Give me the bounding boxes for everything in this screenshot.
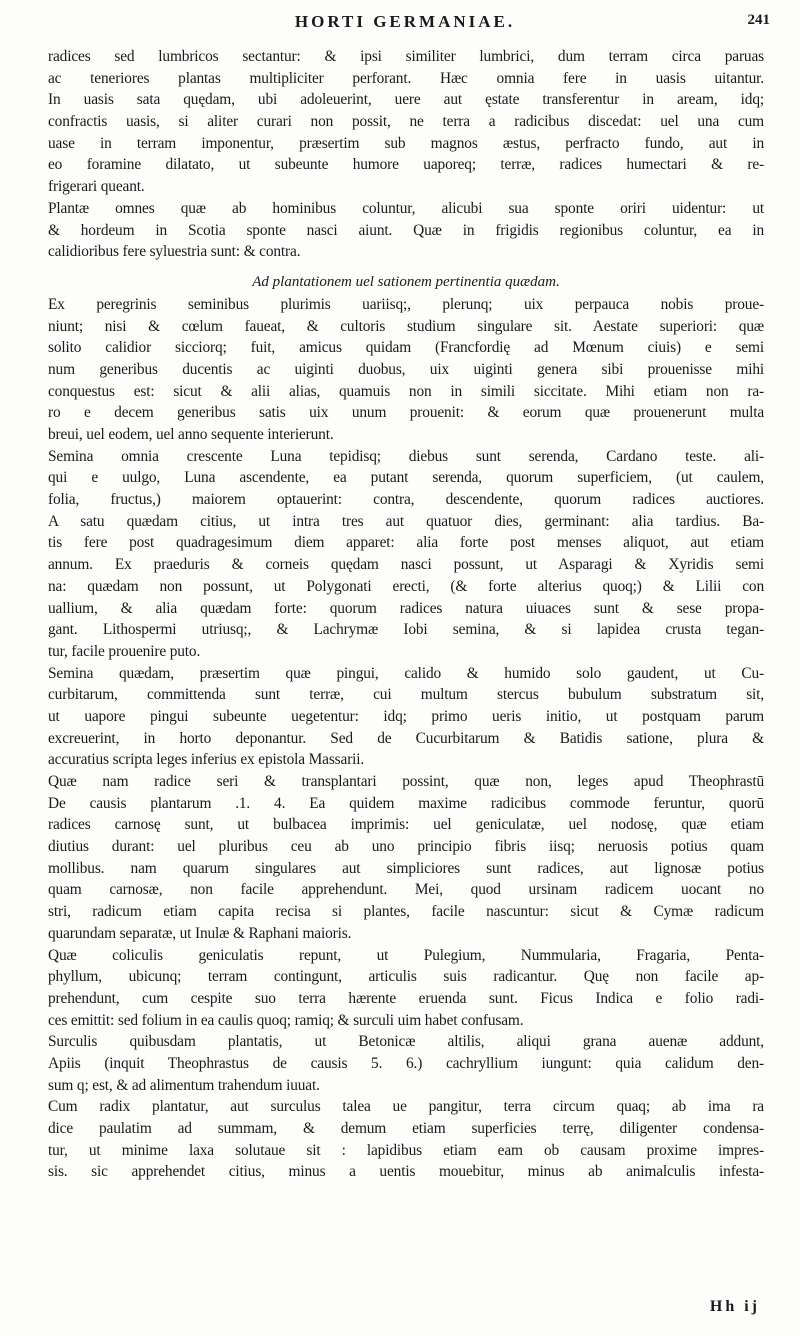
text-line: De causis plantarum .1. 4. Ea quidem maxime radicibus commode feruntur, quorū: [48, 794, 764, 812]
paragraph-9: [48, 1096, 764, 1183]
text-line: ut uapore pingui subeunte uegetentur: idq; primo ueris initio, ut postquam parum: [48, 707, 764, 725]
text-line: Cum radix plantatur, aut surculus talea ue pangitur, terra circum quaq; ab ima ra: [48, 1098, 764, 1116]
running-head: [40, 6, 770, 36]
text-line: calidioribus fere syluestria sunt: & contra.: [48, 243, 301, 261]
text-line: In uasis sata quędam, ubi adoleuerint, uere aut ęstate transferentur in aream, idq;: [48, 91, 764, 109]
text-line: tur, ut minime laxa solutaue sit : lapidibus etiam eam ob causam proxime impres-: [48, 1141, 764, 1159]
text-line: frigerari queant.: [48, 178, 145, 196]
text-line: Semina omnia crescente Luna tepidisq; diebus sunt serenda, Cardano teste. ali-: [48, 447, 764, 465]
text-line: tur, facile prouenire puto.: [48, 642, 201, 660]
text-line: dice paulatim ad summam, & demum etiam superficies terrę, diligenter condensa-: [48, 1120, 764, 1137]
text-line: Apiis (inquit Theophrastus de causis 5. 6.) cachryllium iungunt: quia calidum den-: [48, 1054, 764, 1072]
text-line: ac teneriores plantas multipliciter perforant. Hæc omnia fere in uasis uitantur.: [48, 69, 764, 87]
paragraph-6: [48, 771, 764, 945]
text-line: niunt; nisi & cœlum faueat, & cultoris studium singulare sit. Aestate superiori: quæ: [48, 317, 764, 335]
text-line: breui, uel eodem, uel anno sequente interierunt.: [48, 426, 334, 443]
section-heading: Ad plantationem uel sationem pertinentia quædam.: [252, 273, 560, 290]
text-line: annum. Ex praeduris & corneis quędam nasci possunt, ut Asparagi & Xyridis semi: [48, 556, 764, 574]
text-line: Surculis quibusdam plantatis, ut Betonicæ altilis, aliqui grana auenæ addunt,: [48, 1033, 764, 1051]
text-line: phyllum, ubicunq; terram contingunt, articulis suis radicantur. Quę non facile ap-: [48, 968, 764, 986]
text-line: quarundam separatæ, ut Inulæ & Raphani maioris.: [48, 924, 352, 942]
text-line: Semina quædam, præsertim quæ pingui, calido & humido solo gaudent, ut Cu-: [48, 664, 764, 682]
text-line: Quæ nam radice seri & transplantari possint, quæ non, leges apud Theophrastū: [48, 773, 764, 790]
paragraph-2: [48, 198, 764, 263]
text-line: & hordeum in Scotia sponte nasci aiunt. Quæ in frigidis regionibus coluntur, ea in: [48, 221, 764, 239]
text-line: radices sed lumbricos sectantur: & ipsi similiter lumbrici, dum terram circa paruas: [48, 48, 764, 65]
paragraph-1: [48, 46, 764, 198]
text-line: A satu quædam citius, ut intra tres aut quatuor dies, germinant: alia tardius. Ba-: [48, 512, 764, 530]
text-line: na: quædam non possunt, ut Polygonati erecti, (& forte alterius quoq;) & Lilii con: [48, 577, 764, 595]
text-line: diutius durant: uel pluribus ceu ab uno principio fibris iisq; neruosis potius quam: [48, 838, 764, 856]
running-title: HORTI GERMANIAE.: [294, 12, 516, 31]
paragraph-4: [48, 446, 764, 663]
text-line: conquestus est: sicut & alii alias, quamuis non in simili siccitate. Mihi etiam non ra-: [48, 382, 764, 400]
text-line: confractis uasis, si aliter curari non possit, ne terra a radicibus discedat: uel una cum: [48, 113, 764, 131]
text-line: quam carnosæ, non facile apprehendunt. Mei, quod ursinam radicem uocant no: [48, 881, 764, 899]
text-line: radices carnosę sunt, ut bulbacea imprimis: uel geniculatæ, uel nodosę, quæ etiam: [48, 816, 764, 834]
paragraph-5: [48, 663, 764, 771]
text-line: stri, radicum etiam capita recisa si plantes, facile nascuntur: sicut & Cymæ radicum: [48, 903, 764, 921]
text-line: folia, fructus,) maiorem optauerint: contra, descendente, quorum radices auctiores.: [48, 491, 764, 509]
signature-mark: Hh ij: [709, 1298, 760, 1315]
text-line: eo foramine dilatato, ut subeunte humore uaporeq; terræ, radices humectari & re-: [48, 156, 764, 174]
text-line: uallium, & alia quædam forte: quorum radices natura uiuaces sunt & sese propa-: [48, 599, 764, 617]
text-line: sum q; est, & ad alimentum trahendum iuuat.: [48, 1076, 320, 1094]
paragraph-7: [48, 945, 764, 1032]
text-line: mollibus. nam quarum singulares aut simpliciores sunt radices, aut lignosæ potius: [48, 859, 764, 877]
paragraph-3: [48, 294, 764, 446]
text-line: gant. Lithospermi utriusq;, & Lachrymæ Iobi semina, & si lapidea crusta tegan-: [48, 621, 764, 639]
paragraph-8: [48, 1031, 764, 1096]
text-line: num generibus ducentis ac uiginti duobus, uix uiginti genera sibi prouenisse mihi: [48, 360, 764, 378]
text-line: Quæ coliculis geniculatis repunt, ut Pulegium, Nummularia, Fragaria, Penta-: [48, 946, 764, 964]
text-line: solito calidior sicciorq; fuit, amicus quidam (Francfordię ad Mœnum ciuis) e semi: [48, 339, 764, 357]
text-line: Plantæ omnes quæ ab hominibus coluntur, alicubi sua sponte oriri uidentur: ut: [48, 199, 764, 217]
text-line: excreuerint, in horto deponantur. Sed de Cucurbitarum & Batidis satione, plura &: [48, 729, 764, 747]
text-line: accuratius scripta leges inferius ex epistola Massarii.: [48, 751, 365, 769]
main-text: [48, 46, 764, 1183]
text-line: prehendunt, cum cespite suo terra hærente eruenda sunt. Ficus Indica e folio radi-: [48, 989, 764, 1007]
text-line: uase in terram imponentur, præsertim sub magnos æstus, perfracto fundo, aut in: [48, 134, 764, 152]
text-line: curbitarum, committenda sunt terræ, cui multum stercus bubulum substratum sit,: [48, 686, 764, 704]
text-line: sis. sic apprehendet citius, minus a uentis mouebitur, minus ab animalculis infesta-: [48, 1163, 764, 1181]
text-line: Ex peregrinis seminibus plurimis uariisq;, plerunq; uix perpauca nobis proue-: [48, 295, 764, 313]
spacer: [48, 263, 764, 271]
text-line: qui e uulgo, Luna ascendente, ea putant serenda, quorum superficiem, (ut caulem,: [48, 469, 764, 487]
page-number: 241: [747, 12, 770, 28]
text-line: ces emittit: sed folium in ea caulis quoq; ramiq; & surculi uim habet confusam.: [48, 1011, 524, 1029]
text-line: ro e decem generibus satis uix unum prouenit: & eorum quæ prouenerunt multa: [48, 404, 764, 422]
text-line: tis fere post quadragesimum diem apparet: alia forte post menses aliquot, aut etiam: [48, 534, 764, 552]
